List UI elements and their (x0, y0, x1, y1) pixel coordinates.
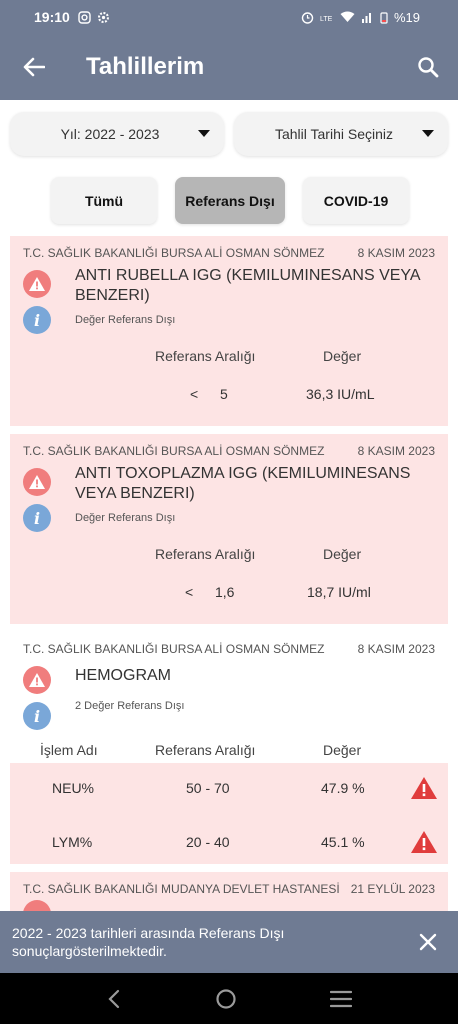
card-header (10, 434, 448, 458)
nav-home-icon[interactable] (215, 988, 237, 1010)
date-select[interactable] (234, 112, 448, 156)
tab-all[interactable]: Tümü (51, 177, 157, 224)
result-card[interactable] (10, 632, 448, 864)
table-row (10, 386, 448, 402)
result-date: 8 KASIM 2023 (357, 444, 435, 458)
snackbar-close-button[interactable] (416, 930, 440, 954)
page-title: Tahlillerim (86, 53, 205, 80)
card-header (10, 236, 448, 260)
info-icon[interactable]: i (23, 504, 51, 532)
result-value: 18,7 IU/ml (307, 584, 371, 600)
settings-gear-icon (97, 11, 110, 24)
search-icon (417, 56, 439, 78)
caret-down-icon (198, 130, 210, 137)
warning-icon (23, 900, 51, 911)
institution-name: T.C. SAĞLIK BAKANLIĞI MUDANYA DEVLET HASTANESİ (23, 882, 340, 896)
table-header (10, 742, 448, 758)
test-status: Değer Referans Dışı (75, 512, 176, 524)
arrow-left-icon (23, 57, 45, 77)
column-value: Değer (323, 742, 362, 758)
parameter-name: NEU% (52, 780, 95, 796)
reference-operator: < (185, 584, 194, 600)
tab-out-of-reference[interactable]: Referans Dışı (175, 177, 285, 224)
reference-operator: < (190, 386, 199, 402)
close-icon (419, 933, 437, 951)
snackbar-message: 2022 - 2023 tarihleri arasında Referans Dışı sonuçlargösterilmektedir. (12, 925, 285, 959)
status-time: 19:10 (34, 9, 70, 25)
snackbar (0, 911, 458, 973)
list-item (10, 834, 448, 850)
institution-name: T.C. SAĞLIK BAKANLIĞI BURSA ALİ OSMAN SÖNMEZ (23, 444, 325, 458)
date-select-value: Tahlil Tarihi Seçiniz (274, 126, 393, 142)
status-bar (0, 0, 458, 34)
warning-icon (23, 468, 51, 496)
reference-range: 20 - 40 (186, 834, 230, 850)
system-nav-bar (0, 973, 458, 1024)
reference-range: 5 (220, 386, 228, 402)
column-reference: Referans Aralığı (155, 546, 256, 562)
filters (10, 112, 448, 156)
result-date: 8 KASIM 2023 (357, 642, 435, 656)
column-reference: Referans Aralığı (155, 742, 256, 758)
test-status: 2 Değer Referans Dışı (75, 700, 185, 712)
card-header (10, 632, 448, 656)
info-icon[interactable]: i (23, 702, 51, 730)
search-button[interactable] (414, 53, 442, 81)
wifi-icon (340, 11, 355, 23)
warning-icon (23, 270, 51, 298)
alert-triangle-icon (410, 830, 438, 854)
card-header (10, 872, 448, 896)
result-card[interactable] (10, 434, 448, 624)
filter-tabs (51, 177, 409, 224)
list-item (10, 780, 448, 796)
table-row (10, 763, 448, 864)
year-select[interactable] (10, 112, 224, 156)
reference-range: 1,6 (215, 584, 235, 600)
reference-range: 50 - 70 (186, 780, 230, 796)
table-header (10, 348, 448, 364)
result-date: 21 EYLÜL 2023 (350, 882, 435, 896)
instagram-icon (78, 11, 91, 24)
result-date: 8 KASIM 2023 (357, 246, 435, 260)
column-value: Değer (323, 348, 362, 364)
volte-icon (320, 11, 334, 23)
back-button[interactable] (20, 53, 48, 81)
warning-icon (23, 666, 51, 694)
test-status: Değer Referans Dışı (75, 314, 176, 326)
caret-down-icon (422, 130, 434, 137)
table-header (10, 546, 448, 562)
result-card[interactable] (10, 236, 448, 426)
test-name: ANTI TOXOPLAZMA IGG (KEMILUMINESANS VEYA BENZERI) (75, 465, 411, 502)
result-value: 47.9 % (321, 780, 365, 796)
battery-level: %19 (393, 9, 420, 25)
nav-recents-icon[interactable] (330, 990, 352, 1008)
parameter-name: LYM% (52, 834, 93, 850)
institution-name: T.C. SAĞLIK BAKANLIĞI BURSA ALİ OSMAN SÖNMEZ (23, 246, 325, 260)
info-icon[interactable]: i (23, 306, 51, 334)
result-value: 36,3 IU/mL (306, 386, 375, 402)
alarm-icon (301, 11, 314, 24)
tab-covid[interactable]: COVID-19 (303, 177, 409, 224)
svg-text:LTE: LTE (319, 16, 333, 23)
test-name: ANTI RUBELLA IGG (KEMILUMINESANS VEYA BENZERI) (75, 267, 420, 304)
signal-icon (361, 11, 374, 23)
battery-icon (380, 11, 388, 24)
column-value: Değer (323, 546, 362, 562)
nav-back-icon[interactable] (106, 989, 122, 1009)
alert-triangle-icon (410, 776, 438, 800)
column-reference: Referans Aralığı (155, 348, 256, 364)
result-card[interactable] (10, 872, 448, 911)
app-bar (0, 34, 458, 100)
test-name: HEMOGRAM (75, 667, 171, 684)
result-value: 45.1 % (321, 834, 365, 850)
institution-name: T.C. SAĞLIK BAKANLIĞI BURSA ALİ OSMAN SÖNMEZ (23, 642, 325, 656)
status-right (301, 10, 420, 25)
column-name: İşlem Adı (40, 742, 98, 758)
year-select-value: Yıl: 2022 - 2023 (60, 126, 160, 142)
table-row (10, 584, 448, 600)
status-app-icons (78, 11, 110, 24)
